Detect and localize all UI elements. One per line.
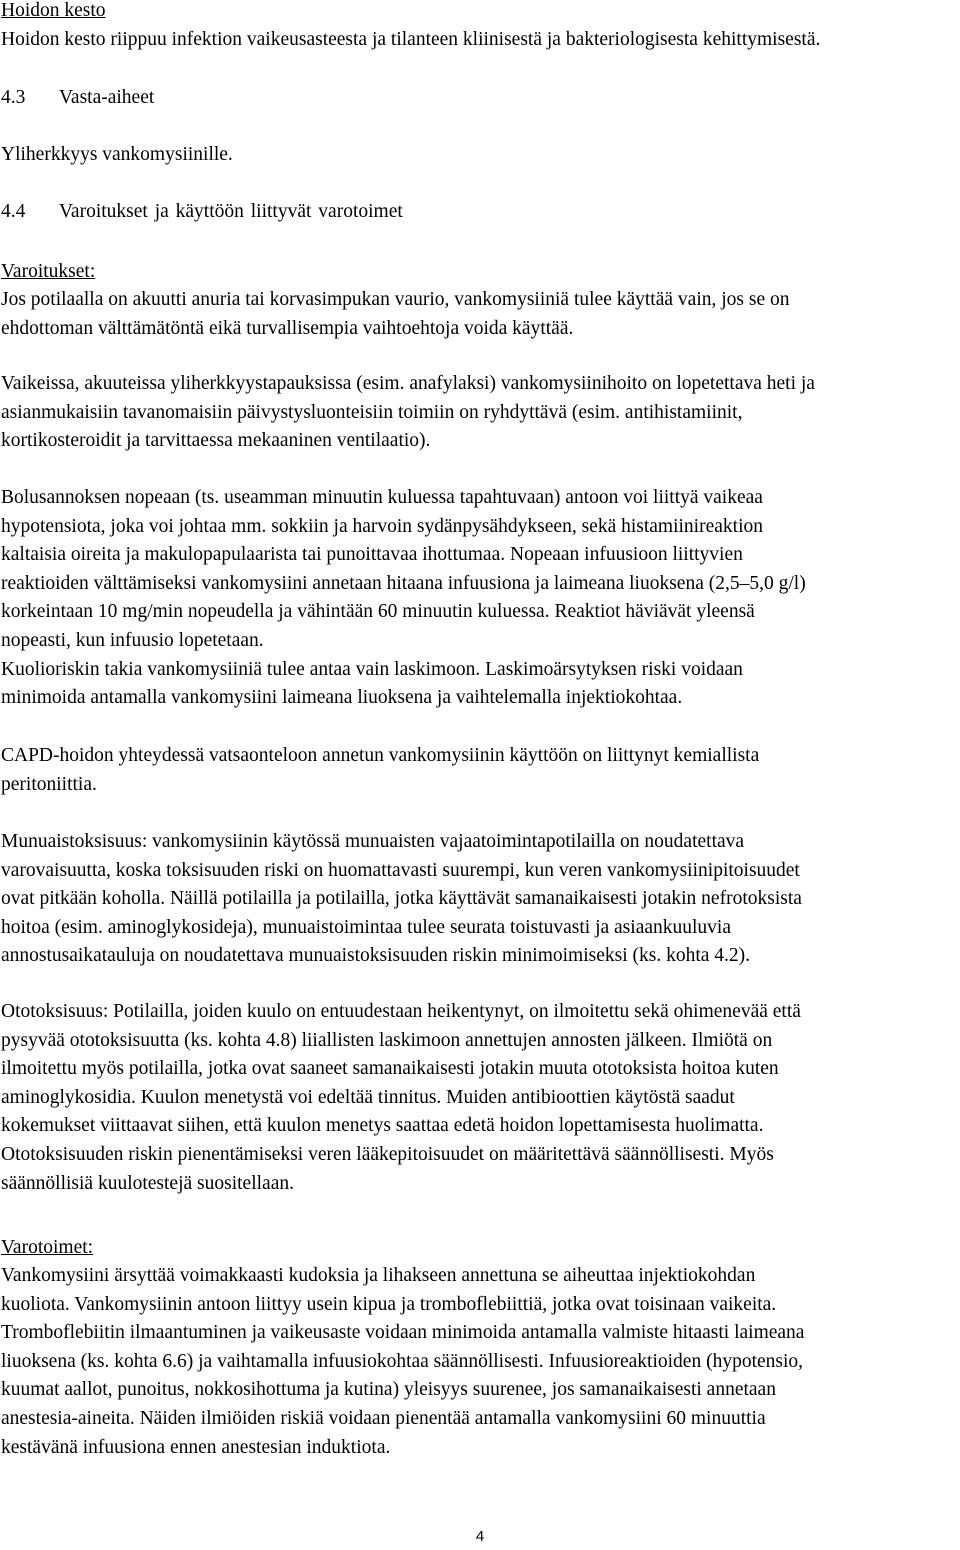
- text-line: asianmukaisiin tavanomaisiin päivystysluonteisiin toimiin on ryhdyttävä (esim. antihistamiinit,: [1, 401, 743, 423]
- text-line: Ototoksisuus: Potilailla, joiden kuulo on entuudestaan heikentynyt, on ilmoitettu sekä ohimenevää että: [1, 1001, 801, 1022]
- section-number: 4.4: [1, 201, 26, 222]
- section-4-4-heading: [1, 198, 403, 227]
- nephrotoxicity-paragraph: [1, 828, 802, 971]
- ototoxicity-paragraph: [1, 998, 801, 1198]
- text-line: CAPD-hoidon yhteydessä vatsaonteloon annetun vankomysiinin käyttöön on liittynyt kemiallista: [1, 745, 760, 766]
- text-line: hypotensiota, joka voi johtaa mm. sokkiin ja harvoin sydänpysähdykseen, sekä histamiinireaktion: [1, 515, 763, 537]
- text-line: säännöllisiä kuulotestejä suositellaan.: [1, 1172, 294, 1194]
- warnings-paragraph-2: [1, 370, 815, 456]
- text-line: liuoksena (ks. kohta 6.6) ja vaihtamalla infuusiokohtaa säännöllisesti. Infuusioreaktioiden (hypotensio,: [1, 1350, 804, 1372]
- warnings-paragraph-1: [1, 286, 789, 343]
- text-line: ehdottoman välttämätöntä eikä turvallisempia vaihtoehtoja voida käyttää.: [1, 317, 574, 339]
- text-line: kokemukset viittaavat siihen, että kuulon menetys saattaa edetä hoidon lopettamisesta huolimatta.: [1, 1115, 764, 1137]
- text-line: Kuolioriskin takia vankomysiiniä tulee antaa vain laskimoon. Laskimoärsytyksen riski voidaan: [1, 658, 743, 680]
- text-line: Bolusannoksen nopeaan (ts. useamman minuutin kuluessa tapahtuvaan) antoon voi liittyä vaikeaa: [1, 487, 763, 508]
- duration-text: Hoidon kesto riippuu infektion vaikeusasteesta ja tilanteen kliinisestä ja bakteriologisesta kehittymisestä.: [1, 29, 821, 50]
- text-line: peritoniittia.: [1, 773, 97, 795]
- warnings-paragraph-4: [1, 742, 759, 799]
- precautions-heading: Varotoimet:: [1, 1237, 94, 1258]
- section-4-3-heading: [1, 84, 154, 113]
- text-line: nopeasti, kun infuusio lopetetaan.: [1, 629, 264, 651]
- text-line: Tromboflebiitin ilmaantuminen ja vaikeusaste voidaan minimoida antamalla valmiste hitaasti laimeana: [1, 1322, 805, 1344]
- text-line: reaktioiden välttämiseksi vankomysiini annetaan hitaana infuusiona ja laimeana liuoksena (2,5–5,0 g/l): [1, 572, 806, 594]
- text-line: kortikosteroidit ja tarvittaessa mekaaninen ventilaatio).: [1, 430, 431, 452]
- text-line: aminoglykosidia. Kuulon menetystä voi edeltää tinnitus. Muiden antibioottien käytöstä saadut: [1, 1086, 735, 1108]
- text-line: Ototoksisuuden riskin pienentämiseksi veren lääkepitoisuudet on määritettävä säännöllisesti. Myös: [1, 1143, 774, 1165]
- text-line: kestävänä infuusiona ennen anestesian induktiota.: [1, 1436, 391, 1458]
- text-line: ovat pitkään koholla. Näillä potilailla ja potilailla, jotka käyttävät samanaikaisesti jotakin nefrotoksista: [1, 888, 802, 910]
- text-line: kuoliota. Vankomysiinin antoon liittyy usein kipua ja tromboflebiittiä, jotka ovat toisinaan vaikeita.: [1, 1293, 777, 1315]
- contraindication-text: Yliherkkyys vankomysiinille.: [1, 144, 233, 165]
- text-line: minimoida antamalla vankomysiini laimeana liuoksena ja vaihtelemalla injektiokohtaa.: [1, 687, 683, 709]
- text-line: anestesia-aineita. Näiden ilmiöiden riskiä voidaan pienentää antamalla vankomysiini 60 minuuttia: [1, 1407, 766, 1429]
- text-line: Jos potilaalla on akuutti anuria tai korvasimpukan vaurio, vankomysiiniä tulee käyttää vain, jos se on: [1, 289, 790, 310]
- page-number: 4: [475, 1528, 485, 1545]
- section-title: Vasta-aiheet: [59, 87, 155, 108]
- text-line: Vankomysiini ärsyttää voimakkaasti kudoksia ja lihakseen annettuna se aiheuttaa injektiokohdan: [1, 1265, 756, 1286]
- text-line: Vaikeissa, akuuteissa yliherkkyystapauksissa (esim. anafylaksi) vankomysiinihoito on lopetettava heti ja: [1, 373, 815, 394]
- text-line: annostusaikatauluja on noudatettava munuaistoksisuuden riskin minimoimiseksi (ks. kohta 4.2).: [1, 945, 751, 967]
- section-title: Varoitukset ja käyttöön liittyvät varotoimet: [59, 201, 403, 222]
- text-line: kuumat aallot, punoitus, nokkosihottuma ja kutina) yleisyys suurenee, jos samanaikaisesti annetaan: [1, 1379, 776, 1401]
- precautions-paragraph: [1, 1262, 804, 1462]
- section-number: 4.3: [1, 87, 26, 108]
- duration-heading: Hoidon kesto: [1, 0, 106, 21]
- warnings-heading: Varoitukset:: [1, 261, 96, 282]
- text-line: hoitoa (esim. aminoglykosideja), munuaistoimintaa tulee seurata toistuvasti ja asiaankuuluvia: [1, 916, 731, 938]
- warnings-paragraph-3: [1, 484, 806, 713]
- text-line: Munuaistoksisuus: vankomysiinin käytössä munuaisten vajaatoimintapotilailla on noudatettava: [1, 831, 745, 852]
- text-line: ilmoitettu myös potilailla, jotka ovat saaneet samanaikaisesti jotakin muuta ototoksista hoitoa kuten: [1, 1058, 779, 1080]
- text-line: korkeintaan 10 mg/min nopeudella ja vähintään 60 minuutin kuluessa. Reaktiot häviävät yleensä: [1, 601, 755, 623]
- text-line: kaltaisia oireita ja makulopapulaarista tai punoittavaa ihottumaa. Nopeaan infuusioon liittyvien: [1, 544, 743, 566]
- text-line: varovaisuutta, koska toksisuuden riski on huomattavasti suurempi, kun veren vankomysiinipitoisuudet: [1, 859, 800, 881]
- text-line: pysyvää ototoksisuutta (ks. kohta 4.8) liiallisten laskimoon annettujen annosten jälkeen. Ilmiötä on: [1, 1029, 773, 1051]
